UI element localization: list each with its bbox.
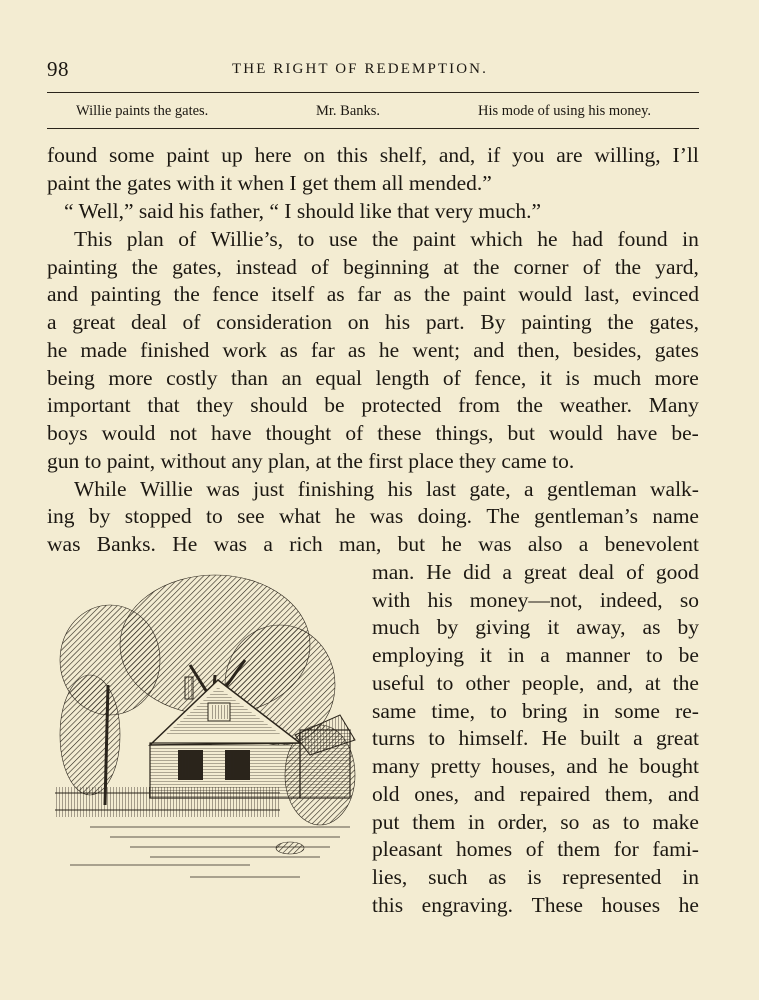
text-line: painting the gates, instead of beginning at the corner of the yard, — [47, 255, 699, 279]
text-line: this engraving. These houses he — [372, 893, 699, 917]
text-line: with his money—not, indeed, so — [372, 588, 699, 612]
text-line: same time, to bring in some re- — [372, 699, 699, 723]
text-line: a great deal of consideration on his part. By painting the gates, — [47, 310, 699, 334]
running-title: THE RIGHT OF REDEMPTION. — [232, 61, 488, 77]
subhead-money: His mode of using his money. — [478, 103, 652, 119]
header-rule-top — [47, 92, 699, 93]
header-rule-bottom — [47, 128, 699, 129]
text-line: This plan of Willie’s, to use the paint which he had found in — [74, 227, 699, 251]
page-number: 98 — [47, 57, 69, 81]
text-line: and painting the fence itself as far as the paint would last, evinced — [47, 282, 699, 306]
text-line: much by giving it away, as by — [372, 615, 699, 639]
text-line: boys would not have thought of these things, but would have be- — [47, 421, 699, 445]
house-engraving — [50, 565, 362, 910]
text-line: was Banks. He was a rich man, but he was also a benevolent — [47, 532, 699, 556]
text-line: useful to other people, and, at the — [372, 671, 699, 695]
text-line: important that they should be protected from the weather. Many — [47, 393, 699, 417]
text-line: pleasant homes of them for fami- — [372, 837, 699, 861]
subhead-gates: Willie paints the gates. — [76, 103, 209, 119]
text-line: paint the gates with it when I get them all mended.” — [47, 171, 492, 195]
text-line: ing by stopped to see what he was doing. The gentleman’s name — [47, 504, 699, 528]
text-line: “ Well,” said his father, “ I should like that very much.” — [64, 199, 542, 223]
subhead-banks: Mr. Banks. — [316, 103, 381, 119]
text-line: being more costly than an equal length of fence, it is much more — [47, 366, 699, 390]
text-line: man. He did a great deal of good — [372, 560, 699, 584]
text-line: many pretty houses, and he bought — [372, 754, 699, 778]
text-line: found some paint up here on this shelf, and, if you are willing, I’ll — [47, 143, 699, 167]
text-line: he made finished work as far as he went; and then, besides, gates — [47, 338, 699, 362]
text-line: old ones, and repaired them, and — [372, 782, 699, 806]
text-line: put them in order, so as to make — [372, 810, 699, 834]
text-line: lies, such as is represented in — [372, 865, 699, 889]
text-line: While Willie was just finishing his last gate, a gentleman walk- — [74, 477, 699, 501]
text-line: turns to himself. He built a great — [372, 726, 699, 750]
text-line: gun to paint, without any plan, at the first place they came to. — [47, 449, 575, 473]
text-line: employing it in a manner to be — [372, 643, 699, 667]
